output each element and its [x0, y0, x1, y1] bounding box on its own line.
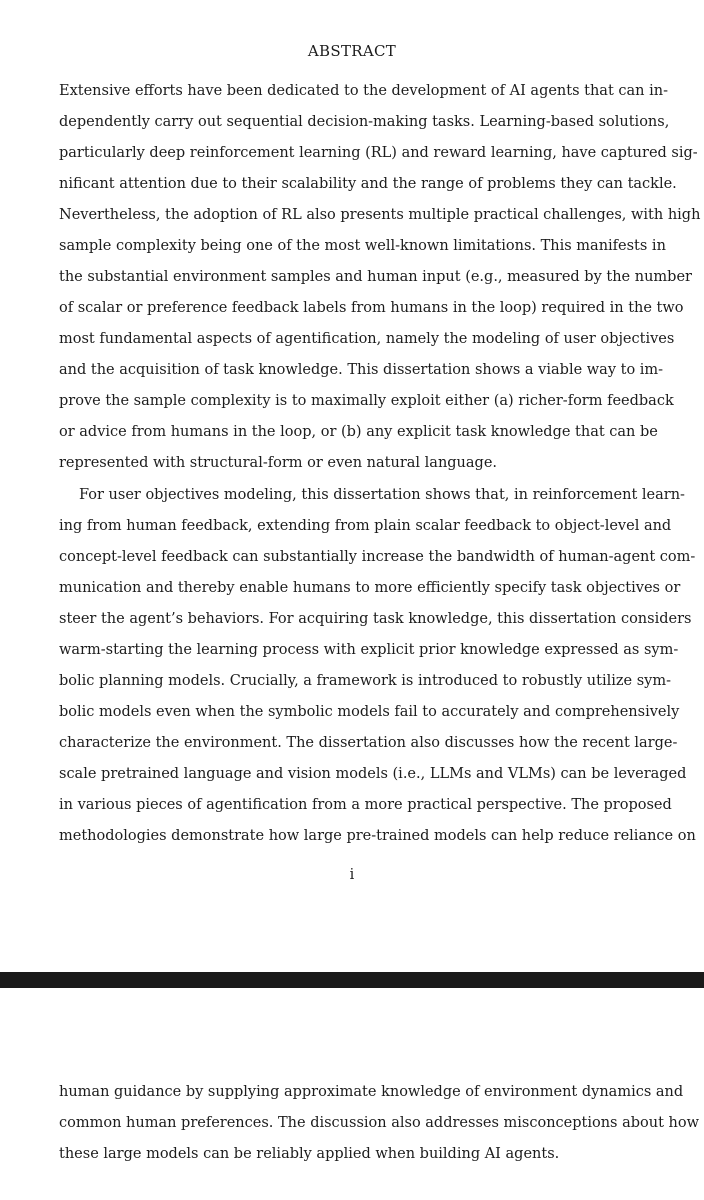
paragraph-1-line: most fundamental aspects of agentification, namely the modeling of user objectives: [59, 331, 675, 347]
paragraph-1-line: nificant attention due to their scalability and the range of problems they can tackle.: [59, 176, 677, 192]
continuation-line: common human preferences. The discussion also addresses misconceptions about how: [59, 1115, 700, 1131]
paragraph-2-line: steer the agent’s behaviors. For acquiring task knowledge, this dissertation considers: [59, 611, 692, 627]
paragraph-1-line: of scalar or preference feedback labels from humans in the loop) required in the two: [59, 300, 684, 316]
paragraph-1-line: particularly deep reinforcement learning (RL) and reward learning, have captured sig-: [59, 145, 698, 161]
paragraph-1-line: prove the sample complexity is to maximally exploit either (a) richer-form feedback: [59, 393, 674, 409]
paragraph-2-line: warm-starting the learning process with explicit prior knowledge expressed as sym-: [59, 642, 679, 658]
paragraph-1-line: sample complexity being one of the most well-known limitations. This manifests in: [59, 238, 666, 254]
paragraph-2-line: characterize the environment. The dissertation also discusses how the recent large-: [59, 735, 678, 751]
paragraph-2-line: For user objectives modeling, this dissertation shows that, in reinforcement learn-: [79, 487, 685, 503]
paragraph-2-line: methodologies demonstrate how large pre-trained models can help reduce reliance on: [59, 828, 696, 844]
paragraph-2-line: bolic models even when the symbolic models fail to accurately and comprehensively: [59, 704, 680, 720]
paragraph-1-line: the substantial environment samples and human input (e.g., measured by the number: [59, 269, 692, 285]
paragraph-1-line: or advice from humans in the loop, or (b) any explicit task knowledge that can be: [59, 424, 658, 440]
page-number: i: [349, 867, 355, 883]
paragraph-2-line: concept-level feedback can substantially increase the bandwidth of human-agent com-: [59, 549, 696, 565]
paragraph-2-line: in various pieces of agentification from a more practical perspective. The proposed: [59, 797, 672, 813]
paragraph-1-line: Extensive efforts have been dedicated to the development of AI agents that can in-: [59, 83, 668, 99]
paragraph-1-line: Nevertheless, the adoption of RL also presents multiple practical challenges, with high: [59, 207, 701, 223]
paragraph-1-line: dependently carry out sequential decision-making tasks. Learning-based solutions,: [59, 114, 670, 130]
continuation-line: human guidance by supplying approximate knowledge of environment dynamics and: [59, 1084, 684, 1100]
paragraph-1-line: and the acquisition of task knowledge. This dissertation shows a viable way to im-: [59, 362, 664, 378]
paragraph-2-line: bolic planning models. Crucially, a framework is introduced to robustly utilize sym-: [59, 673, 671, 689]
paragraph-2-line: scale pretrained language and vision models (i.e., LLMs and VLMs) can be leveraged: [59, 766, 687, 782]
abstract-heading: ABSTRACT: [307, 42, 397, 60]
continuation-line: these large models can be reliably applied when building AI agents.: [59, 1146, 560, 1162]
page-break-divider: [0, 972, 704, 988]
paragraph-1-line: represented with structural-form or even natural language.: [59, 455, 498, 471]
paragraph-2-line: munication and thereby enable humans to more efficiently specify task objectives or: [59, 580, 681, 596]
paragraph-2-line: ing from human feedback, extending from plain scalar feedback to object-level and: [59, 518, 672, 534]
